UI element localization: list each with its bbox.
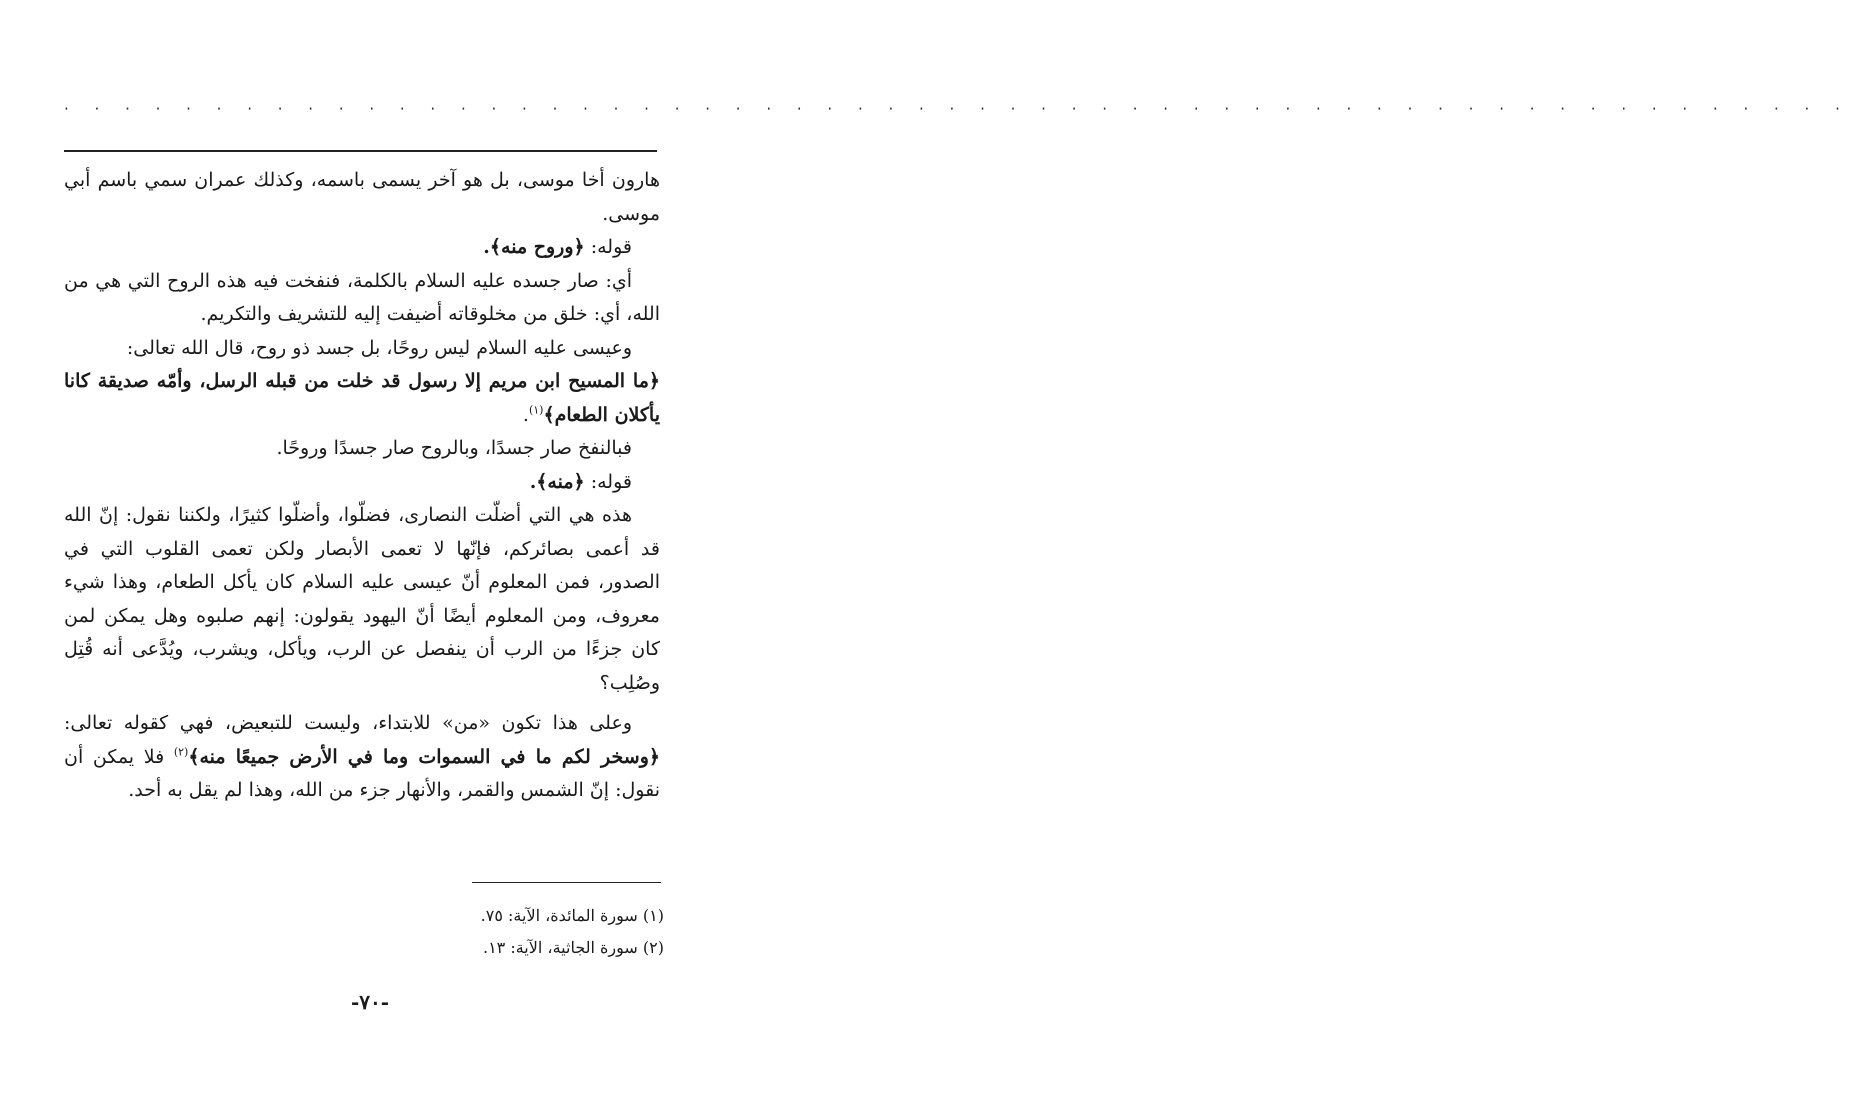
quran-quote-4: ﴿وسخر لكم ما في السموات وما في الأرض جميعًا منه﴾ bbox=[188, 745, 661, 768]
paragraph-4 bbox=[64, 332, 660, 366]
paragraph-5-end: . bbox=[522, 403, 529, 426]
footnote-ref-2[interactable]: (٢) bbox=[173, 745, 189, 759]
paragraph-3-text: أي: صار جسده عليه السلام بالكلمة، فنفخت فيه هذه الروح التي هي من الله، أي: خلق من مخلوقاته أضيفت إليه للتشريف والتكريم. bbox=[64, 269, 660, 325]
paragraph-2-label: قوله: bbox=[584, 236, 632, 258]
footnote-separator bbox=[472, 882, 661, 883]
footnote-1: (١) سورة المائدة، الآية: ٧٥. bbox=[480, 906, 664, 925]
main-text bbox=[64, 164, 660, 808]
paragraph-4-text: وعيسى عليه السلام ليس روحًا، بل جسد ذو روح، قال الله تعالى: bbox=[126, 336, 632, 359]
paragraph-1-text: هارون أخا موسى، بل هو آخر يسمى باسمه، وكذلك عمران سمي باسم أبي موسى. bbox=[64, 169, 660, 225]
paragraph-1 bbox=[64, 164, 660, 231]
paragraph-6 bbox=[64, 432, 660, 466]
quran-quote-3: ﴿منه﴾. bbox=[529, 470, 585, 493]
paragraph-5 bbox=[64, 365, 660, 432]
header-rule bbox=[64, 150, 657, 152]
paragraph-6-text: فبالنفخ صار جسدًا، وبالروح صار جسدًا وروحًا. bbox=[276, 437, 632, 459]
quran-quote-1: ﴿وروح منه﴾. bbox=[483, 236, 585, 258]
footnote-ref-1[interactable]: (١) bbox=[528, 403, 544, 417]
header-dotted-line: · · · · · · · · · · · · · · · · · · · · · · · · · · · · · · · · · · · · · · · · · · · · · · · · · · · · · · · · · · · bbox=[64, 100, 1850, 118]
page-number: -٧٠- bbox=[350, 990, 390, 1014]
quran-quote-2: ﴿ما المسيح ابن مريم إلا رسول قد خلت من قبله الرسل، وأمّه صديقة كانا يأكلان الطعام﴾ bbox=[64, 370, 660, 426]
paragraph-2 bbox=[64, 231, 660, 265]
paragraph-7-label: قوله: bbox=[584, 470, 632, 493]
paragraph-8 bbox=[64, 499, 660, 700]
paragraph-7 bbox=[64, 466, 660, 500]
paragraph-8-text: هذه هي التي أضلّت النصارى، فضلّوا، وأضلّوا كثيرًا، ولكننا نقول: إنّ الله قد أعمى بصائركم، فإنّها لا تعمى الأبصار ولكن تعمى القلوب التي في الصدور، فمن المعلوم أنّ عيسى عليه السلام كان يأكل الطعام، وهذا شيء معروف، ومن المعلوم أيضًا أنّ اليهود يقولون: إنهم صلبوه وهل يمكن لمن كان جزءًا من الرب أن ينفصل عن الرب، ويأكل، ويشرب، ويُدَّعى أنه قُتِل وصُلِب؟ bbox=[64, 504, 660, 694]
footnote-2: (٢) سورة الجاثية، الآية: ١٣. bbox=[482, 938, 664, 957]
paragraph-3 bbox=[64, 265, 660, 332]
footnotes bbox=[64, 900, 664, 964]
paragraph-9-end: فلا يمكن أن نقول: إنّ الشمس والقمر، والأنهار جزء من الله، وهذا لم يقل به أحد. bbox=[64, 745, 660, 801]
paragraph-9-start: وعلى هذا تكون «من» للابتداء، وليست للتبعيض، فهي كقوله تعالى: bbox=[64, 712, 632, 734]
paragraph-9 bbox=[64, 707, 660, 808]
